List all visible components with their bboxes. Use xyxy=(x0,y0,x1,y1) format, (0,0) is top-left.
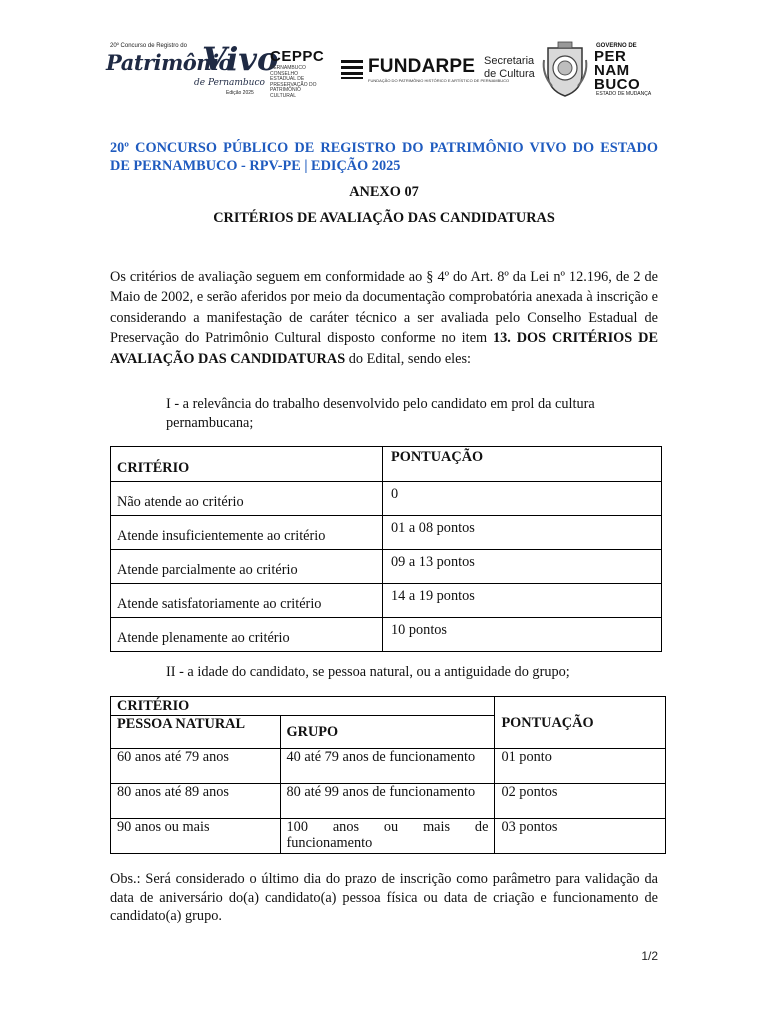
table-cell-grupo: 40 até 79 anos de funcionamento xyxy=(280,749,495,784)
logo-pernambuco-text: de Pernambuco xyxy=(194,78,265,88)
header-logos xyxy=(100,40,660,102)
table-row xyxy=(111,618,662,652)
table-row xyxy=(111,749,666,784)
state-seal-logo xyxy=(540,40,590,98)
fundarpe-subtitle: FUNDAÇÃO DO PATRIMÔNIO HISTÓRICO E ARTÍSTICO DE PERNAMBUCO xyxy=(368,78,510,83)
table-cell-criterio: Atende parcialmente ao critério xyxy=(111,550,383,584)
intro-text-part1: Os critérios de avaliação seguem em conformidade ao § 4º do Art. 8º da Lei nº 12.196, de 2 de Maio de 2002, e serão aferidos por meio da documentação comprobatória anexada à inscrição e considerando a manifestação de caráter técnico a ser avaliada pelo Conselho Estadual de Preservação do Patrimônio Cultural disposto conforme no item xyxy=(110,269,658,347)
table-header-row xyxy=(111,447,662,482)
table-row xyxy=(111,819,666,854)
logo-contest-text: 20º Concurso de Registro do xyxy=(110,43,187,49)
secretaria-line2: de Cultura xyxy=(484,68,535,80)
secretaria-line1: Secretaria xyxy=(484,55,535,67)
table-cell-criterio: Não atende ao critério xyxy=(111,482,383,516)
table-cell-pontuacao: 10 pontos xyxy=(383,618,662,652)
intro-paragraph xyxy=(110,267,658,369)
governo-top-text: GOVERNO DE xyxy=(596,43,637,49)
table-row xyxy=(111,516,662,550)
table-cell-criterio: Atende plenamente ao critério xyxy=(111,618,383,652)
ceppc-logo xyxy=(268,40,325,99)
table-cell-pontuacao: 01 ponto xyxy=(495,749,666,784)
age-criteria-table xyxy=(110,696,666,854)
document-title: 20º CONCURSO PÚBLICO DE REGISTRO DO PATRIMÔNIO VIVO DO ESTADO DE PERNAMBUCO - RPV-PE | EDIÇÃO 2025 xyxy=(110,140,658,174)
table-header-pessoa-natural: PESSOA NATURAL xyxy=(111,716,281,749)
logo-edition-text: Edição 2025 xyxy=(226,90,254,96)
table-cell-grupo: 100 anos ou mais de funcionamento xyxy=(280,819,495,854)
governo-buco-text: BUCO xyxy=(594,76,641,93)
table-row xyxy=(111,584,662,618)
table-row xyxy=(111,482,662,516)
table-cell-grupo: 80 até 99 anos de funcionamento xyxy=(280,784,495,819)
intro-text-part2: do Edital, sendo eles: xyxy=(345,350,472,367)
table-header-pontuacao: PONTUAÇÃO xyxy=(495,697,666,749)
table-cell-pessoa: 80 anos até 89 anos xyxy=(111,784,281,819)
table-cell-criterio: Atende satisfatoriamente ao critério xyxy=(111,584,383,618)
table-cell-pontuacao: 01 a 08 pontos xyxy=(383,516,662,550)
observation-note: Obs.: Será considerado o último dia do prazo de inscrição como parâmetro para validação da data de aniversário do(a) candidato(a) pessoa física ou data de criação e funcionamento de candidato(a) grupo. xyxy=(110,871,658,925)
patrimonio-vivo-logo xyxy=(106,40,279,100)
table-cell-pontuacao: 03 pontos xyxy=(495,819,666,854)
secretaria-cultura-logo xyxy=(482,40,544,90)
table-cell-pessoa: 60 anos até 79 anos xyxy=(111,749,281,784)
ceppc-subtitle: PERNAMBUCO CONSELHO ESTADUAL DE PRESERVAÇÃO DO PATRIMÔNIO CULTURAL xyxy=(270,65,317,99)
table-header-criterio: CRITÉRIO xyxy=(111,447,383,482)
governo-per-text: PER xyxy=(594,48,627,65)
section-heading: CRITÉRIOS DE AVALIAÇÃO DAS CANDIDATURAS xyxy=(213,210,555,226)
table-header-grupo: GRUPO xyxy=(280,716,495,749)
intro-item-reference: 13. DOS CRITÉRIOS DE AVALIAÇÃO DAS CANDIDATURAS xyxy=(110,330,658,367)
table-cell-pontuacao: 02 pontos xyxy=(495,784,666,819)
governo-slogan-text: ESTADO DE MUDANÇA xyxy=(596,91,652,97)
fundarpe-title: FUNDARPE xyxy=(368,56,476,77)
criterion-item-2: II - a idade do candidato, se pessoa natural, ou a antiguidade do grupo; xyxy=(166,664,570,680)
table-row xyxy=(111,784,666,819)
page-number: 1/2 xyxy=(641,949,658,963)
governo-nam-text: NAM xyxy=(594,62,630,79)
table-row xyxy=(111,550,662,584)
table-cell-pontuacao: 09 a 13 pontos xyxy=(383,550,662,584)
table-header-row xyxy=(111,697,666,716)
pernambuco-seal-icon xyxy=(540,40,590,98)
table-header-criterio: CRITÉRIO xyxy=(111,697,495,716)
table-cell-criterio: Atende insuficientemente ao critério xyxy=(111,516,383,550)
table-cell-pontuacao: 0 xyxy=(383,482,662,516)
table-cell-pessoa: 90 anos ou mais xyxy=(111,819,281,854)
logo-patrimonio-text: Patrimônio xyxy=(106,50,233,75)
table-header-pontuacao: PONTUAÇÃO xyxy=(383,447,662,482)
logo-vivo-text: Vivo xyxy=(202,40,279,78)
relevance-criteria-table xyxy=(110,446,662,652)
governo-pernambuco-logo xyxy=(594,40,660,100)
criterion-item-1: I - a relevância do trabalho desenvolvido pelo candidato em prol da cultura pernambucana; xyxy=(166,396,595,431)
ceppc-title: CEPPC xyxy=(270,48,325,65)
table-cell-pontuacao: 14 a 19 pontos xyxy=(383,584,662,618)
annex-label: ANEXO 07 xyxy=(349,184,419,200)
fundarpe-mark-icon xyxy=(340,58,364,80)
